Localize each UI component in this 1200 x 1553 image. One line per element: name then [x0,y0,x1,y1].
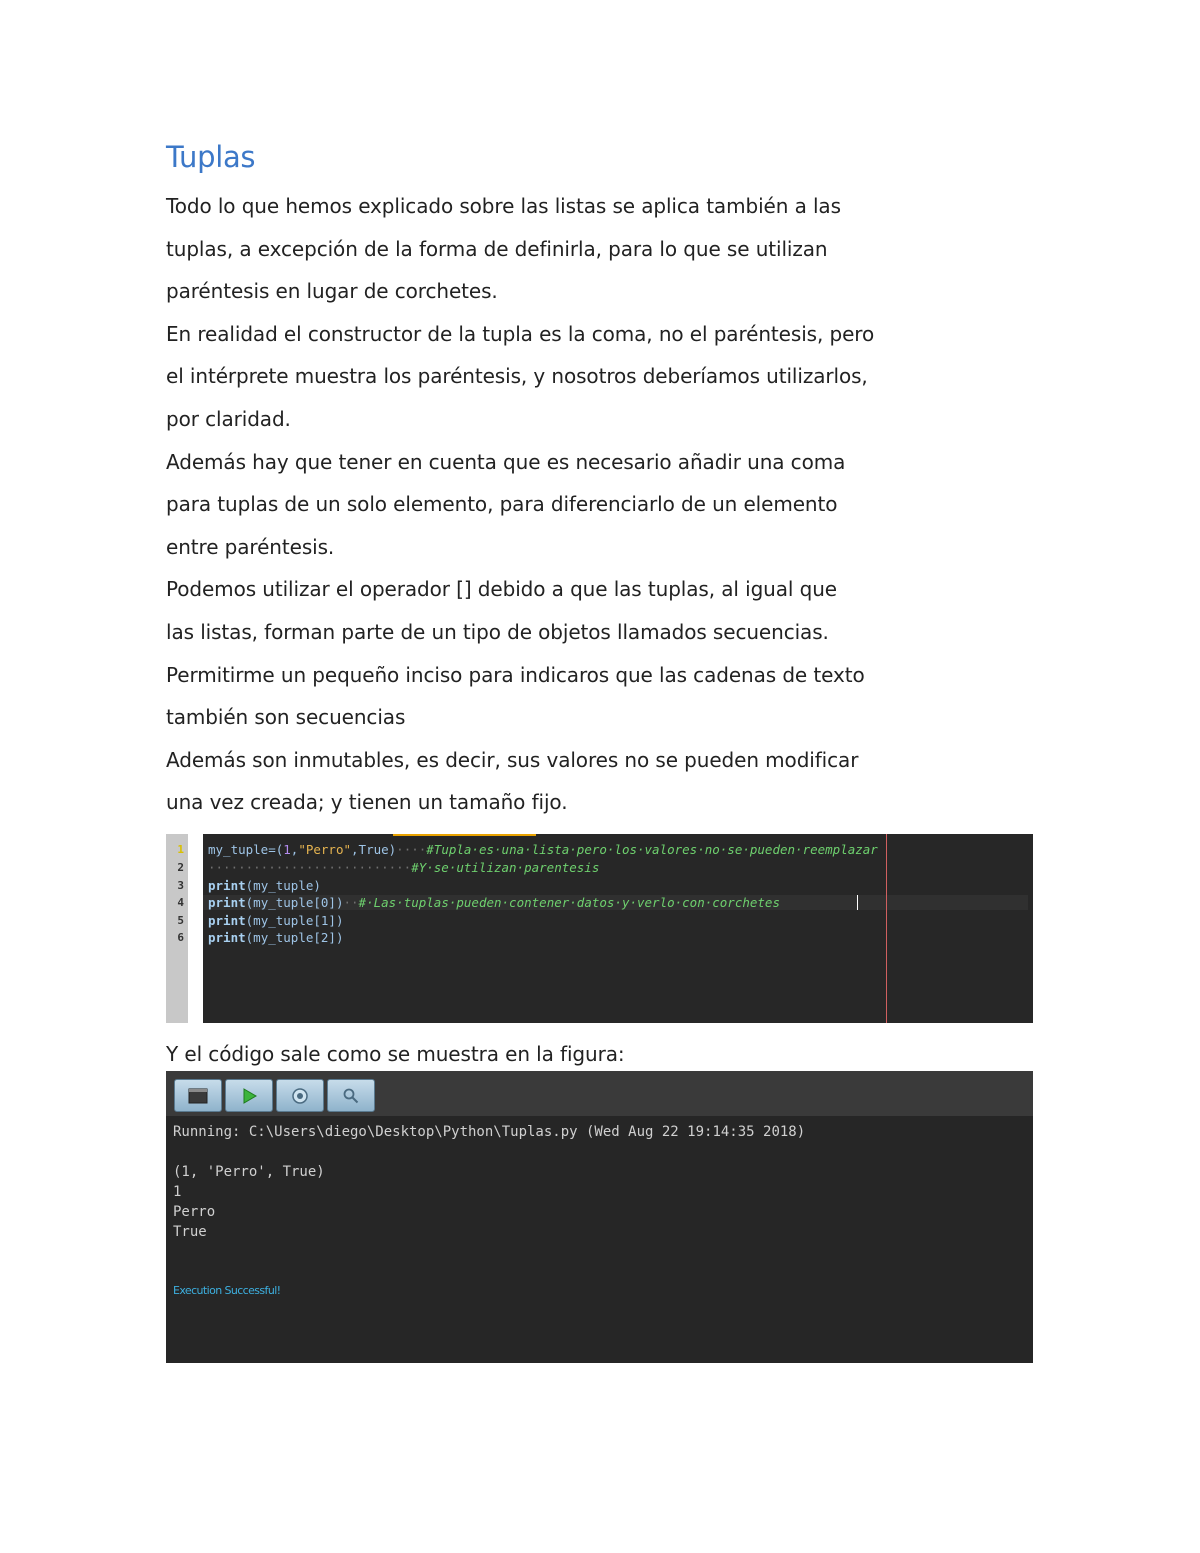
line-number: 4 [177,896,184,909]
paragraph-line: Todo lo que hemos explicado sobre las listas se aplica también a las [166,194,841,218]
paragraph-line: para tuplas de un solo elemento, para diferenciarlo de un elemento [166,492,838,517]
section-heading: Tuplas [166,140,256,174]
paragraph-line: paréntesis en lugar de corchetes. [166,279,498,304]
paragraph-line: una vez creada; y tienen un tamaño fijo. [166,790,568,815]
execution-status: Execution Successful! [173,1284,281,1297]
console-output-image [166,1071,1033,1363]
console-toolbar [166,1071,1033,1116]
search-button[interactable] [327,1079,375,1112]
code-line-current[interactable]: print(my_tuple[0])··#·Las·tuplas·pueden·contener·datos·y·verlo·con·corchetes [203,895,1028,910]
paragraph-line: Permitirme un pequeño inciso para indicaros que las cadenas de texto [166,662,865,687]
code-line: print(my_tuple[1]) [208,913,344,928]
line-number: 1 [177,843,184,856]
home-button[interactable] [276,1079,324,1112]
console-output-line: Perro [173,1204,216,1220]
run-icon [240,1087,258,1105]
paragraph-line: las listas, forman parte de un tipo de objetos llamados secuencias. [166,620,829,644]
code-line: ···························#Y·se·utilizan·parentesis [208,860,600,875]
line-number: 5 [177,914,184,927]
line-number: 3 [177,879,184,892]
search-icon [342,1087,360,1105]
code-line: print(my_tuple[2]) [208,930,344,945]
figure-caption: Y el código sale como se muestra en la figura: [166,1042,625,1066]
paragraph-line: En realidad el constructor de la tupla es la coma, no el paréntesis, pero [166,321,875,346]
line-number-gutter [166,834,188,1023]
console-output-line: (1, 'Perro', True) [173,1164,325,1180]
paragraph-line: por claridad. [166,407,291,431]
paragraph-line: entre paréntesis. [166,534,335,559]
paragraph-line: también son secuencias [166,705,406,730]
code-line: print(my_tuple) [208,878,321,893]
code-line: my_tuple=(1,"Perro",True)····#Tupla·es·una·lista·pero·los·valores·no·se·pueden·reemplazar [208,842,878,857]
paragraph-line: Podemos utilizar el operador [] debido a que las tuplas, al igual que [166,577,837,602]
paragraph-line: Además son inmutables, es decir, sus valores no se pueden modificar [166,747,859,772]
terminal-icon [188,1088,208,1104]
edge-margin-line [886,834,887,1023]
fold-margin [188,834,203,1023]
line-number: 2 [177,861,184,874]
console-output-line: 1 [173,1184,182,1200]
text-caret [857,895,858,910]
paragraph-line: tuplas, a excepción de la forma de definirla, para lo que se utilizan [166,236,828,261]
editor-tab-indicator [393,834,536,836]
terminal-button[interactable] [174,1079,222,1112]
run-button[interactable] [225,1079,273,1112]
paragraph-line: el intérprete muestra los paréntesis, y nosotros deberíamos utilizarlos, [166,364,868,389]
console-output-line: True [173,1224,207,1240]
home-icon [291,1087,309,1105]
paragraph-line: Además hay que tener en cuenta que es necesario añadir una coma [166,449,846,474]
line-number: 6 [177,931,184,944]
console-running-line: Running: C:\Users\diego\Desktop\Python\Tuplas.py (Wed Aug 22 19:14:35 2018) [173,1124,806,1140]
code-editor-image [166,834,1033,1023]
